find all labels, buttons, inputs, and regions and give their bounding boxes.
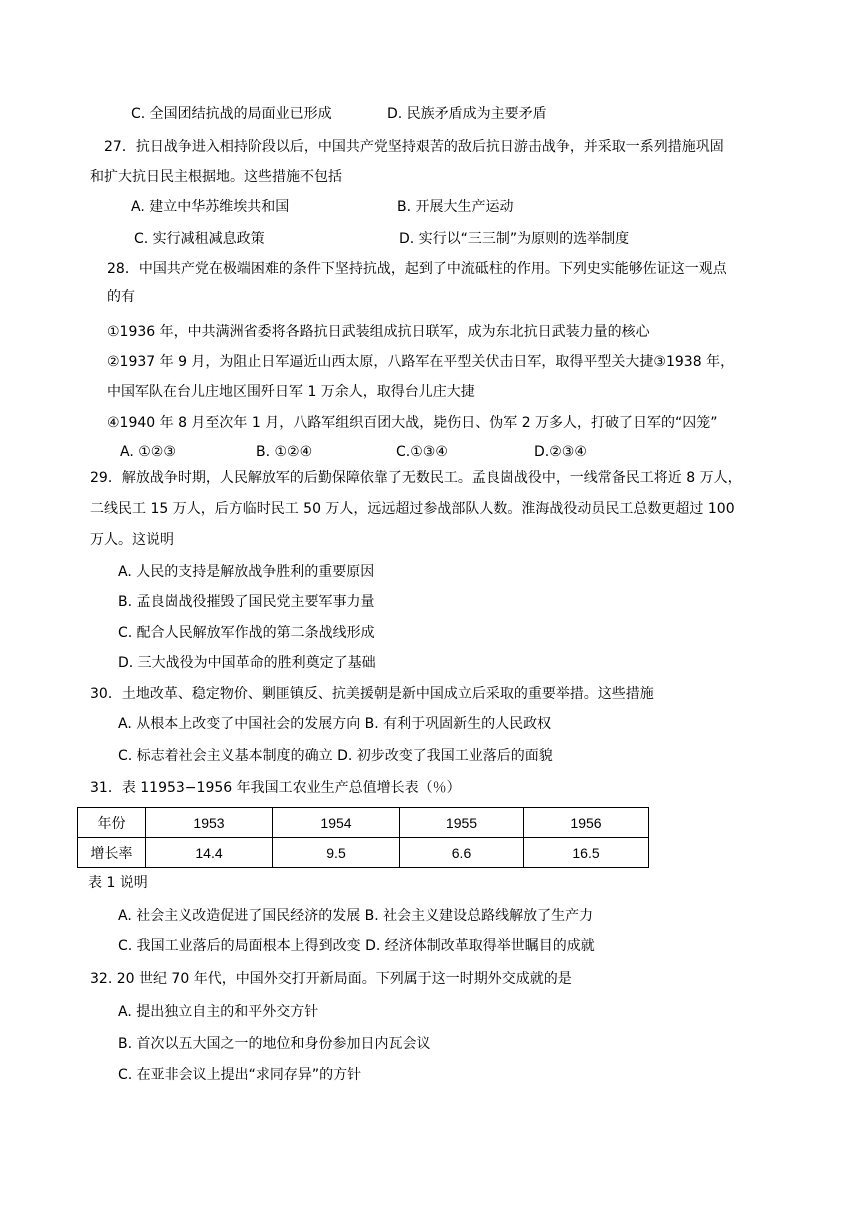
table-cell-year: 1953 [146, 808, 273, 838]
table-header-year: 年份 [78, 808, 146, 838]
q27-stem-line-1: 27．抗日战争进入相持阶段以后，中国共产党坚持艰苦的敌后抗日游击战争，并采取一系列措施巩固 [104, 139, 724, 155]
table-row-rates [78, 838, 649, 868]
q29-option-b: B. 孟良崮战役摧毁了国民党主要军事力量 [118, 594, 375, 610]
q27-option-d: D. 实行以“三三制”为原则的选举制度 [399, 231, 630, 247]
q31-table-caption: 表 1 说明 [88, 875, 148, 891]
q28-item-4: ④1940 年 8 月至次年 1 月，八路军组织百团大战，毙伤日、伪军 2 万多人，打破了日军的“囚笼” [107, 415, 718, 431]
q30-options-ab: A. 从根本上改变了中国社会的发展方向 B. 有利于巩固新生的人民政权 [118, 716, 552, 732]
q30-stem: 30．土地改革、稳定物价、剿匪镇反、抗美援朝是新中国成立后采取的重要举措。这些措施 [90, 686, 654, 702]
q29-option-c: C. 配合人民解放军作战的第二条战线形成 [118, 625, 375, 641]
q32-option-b: B. 首次以五大国之一的地位和身份参加日内瓦会议 [118, 1036, 431, 1052]
q27-option-b: B. 开展大生产运动 [397, 199, 514, 215]
q28-stem-line-2: 的有 [107, 289, 135, 305]
q31-stem: 31．表 11953−1956 年我国工农业生产总值增长表（％） [90, 780, 461, 796]
q28-option-d: D.②③④ [534, 444, 587, 460]
table-cell-year: 1955 [400, 808, 524, 838]
table-cell-rate: 9.5 [273, 838, 400, 868]
table-cell-rate: 6.6 [400, 838, 524, 868]
q30-options-cd: C. 标志着社会主义基本制度的确立 D. 初步改变了我国工业落后的面貌 [118, 748, 553, 764]
q29-option-a: A. 人民的支持是解放战争胜利的重要原因 [118, 564, 375, 580]
q28-item-2: ②1937 年 9 月，为阻止日军逼近山西太原，八路军在平型关伏击日军，取得平型关大捷③1938 年， [107, 354, 735, 370]
q28-stem-line-1: 28．中国共产党在极端困难的条件下坚持抗战，起到了中流砥柱的作用。下列史实能够佐证这一观点 [107, 261, 727, 277]
q26-option-d: D. 民族矛盾成为主要矛盾 [387, 106, 547, 122]
q29-stem-line-2: 二线民工 15 万人，后方临时民工 50 万人，远远超过参战部队人数。淮海战役动员民工总数更超过 100 [90, 501, 735, 517]
table-cell-year: 1956 [524, 808, 649, 838]
q31-options-ab: A. 社会主义改造促进了国民经济的发展 B. 社会主义建设总路线解放了生产力 [118, 908, 594, 924]
q32-option-c: C. 在亚非会议上提出“求同存异”的方针 [118, 1067, 362, 1083]
table-header-rate: 增长率 [78, 838, 146, 868]
q27-stem-line-2: 和扩大抗日民主根据地。这些措施不包括 [90, 169, 342, 185]
q28-option-a: A. ①②③ [120, 444, 176, 460]
q31-options-cd: C. 我国工业落后的局面根本上得到改变 D. 经济体制改革取得举世瞩目的成就 [118, 938, 595, 954]
q32-stem: 32. 20 世纪 70 年代，中国外交打开新局面。下列属于这一时期外交成就的是 [90, 971, 572, 987]
q28-option-b: B. ①②④ [256, 444, 313, 460]
table-cell-year: 1954 [273, 808, 400, 838]
q27-option-c: C. 实行减租减息政策 [134, 231, 265, 247]
table-row-years [78, 808, 649, 838]
q29-option-d: D. 三大战役为中国革命的胜利奠定了基础 [118, 655, 376, 671]
q28-item-1: ①1936 年，中共满洲省委将各路抗日武装组成抗日联军，成为东北抗日武装力量的核心 [107, 324, 650, 340]
q29-stem-line-3: 万人。这说明 [90, 532, 174, 548]
q32-option-a: A. 提出独立自主的和平外交方针 [118, 1004, 319, 1020]
table-cell-rate: 14.4 [146, 838, 273, 868]
q28-item-3: 中国军队在台儿庄地区围歼日军 1 万余人，取得台儿庄大捷 [107, 384, 475, 400]
q29-stem-line-1: 29．解放战争时期，人民解放军的后勤保障依靠了无数民工。孟良崮战役中，一线常备民工将近 8 万人， [90, 470, 742, 486]
q27-option-a: A. 建立中华苏维埃共和国 [131, 199, 290, 215]
q28-option-c: C.①③④ [396, 444, 448, 460]
q26-option-c: C. 全国团结抗战的局面业已形成 [131, 106, 332, 122]
growth-rate-table [77, 807, 649, 868]
table-cell-rate: 16.5 [524, 838, 649, 868]
